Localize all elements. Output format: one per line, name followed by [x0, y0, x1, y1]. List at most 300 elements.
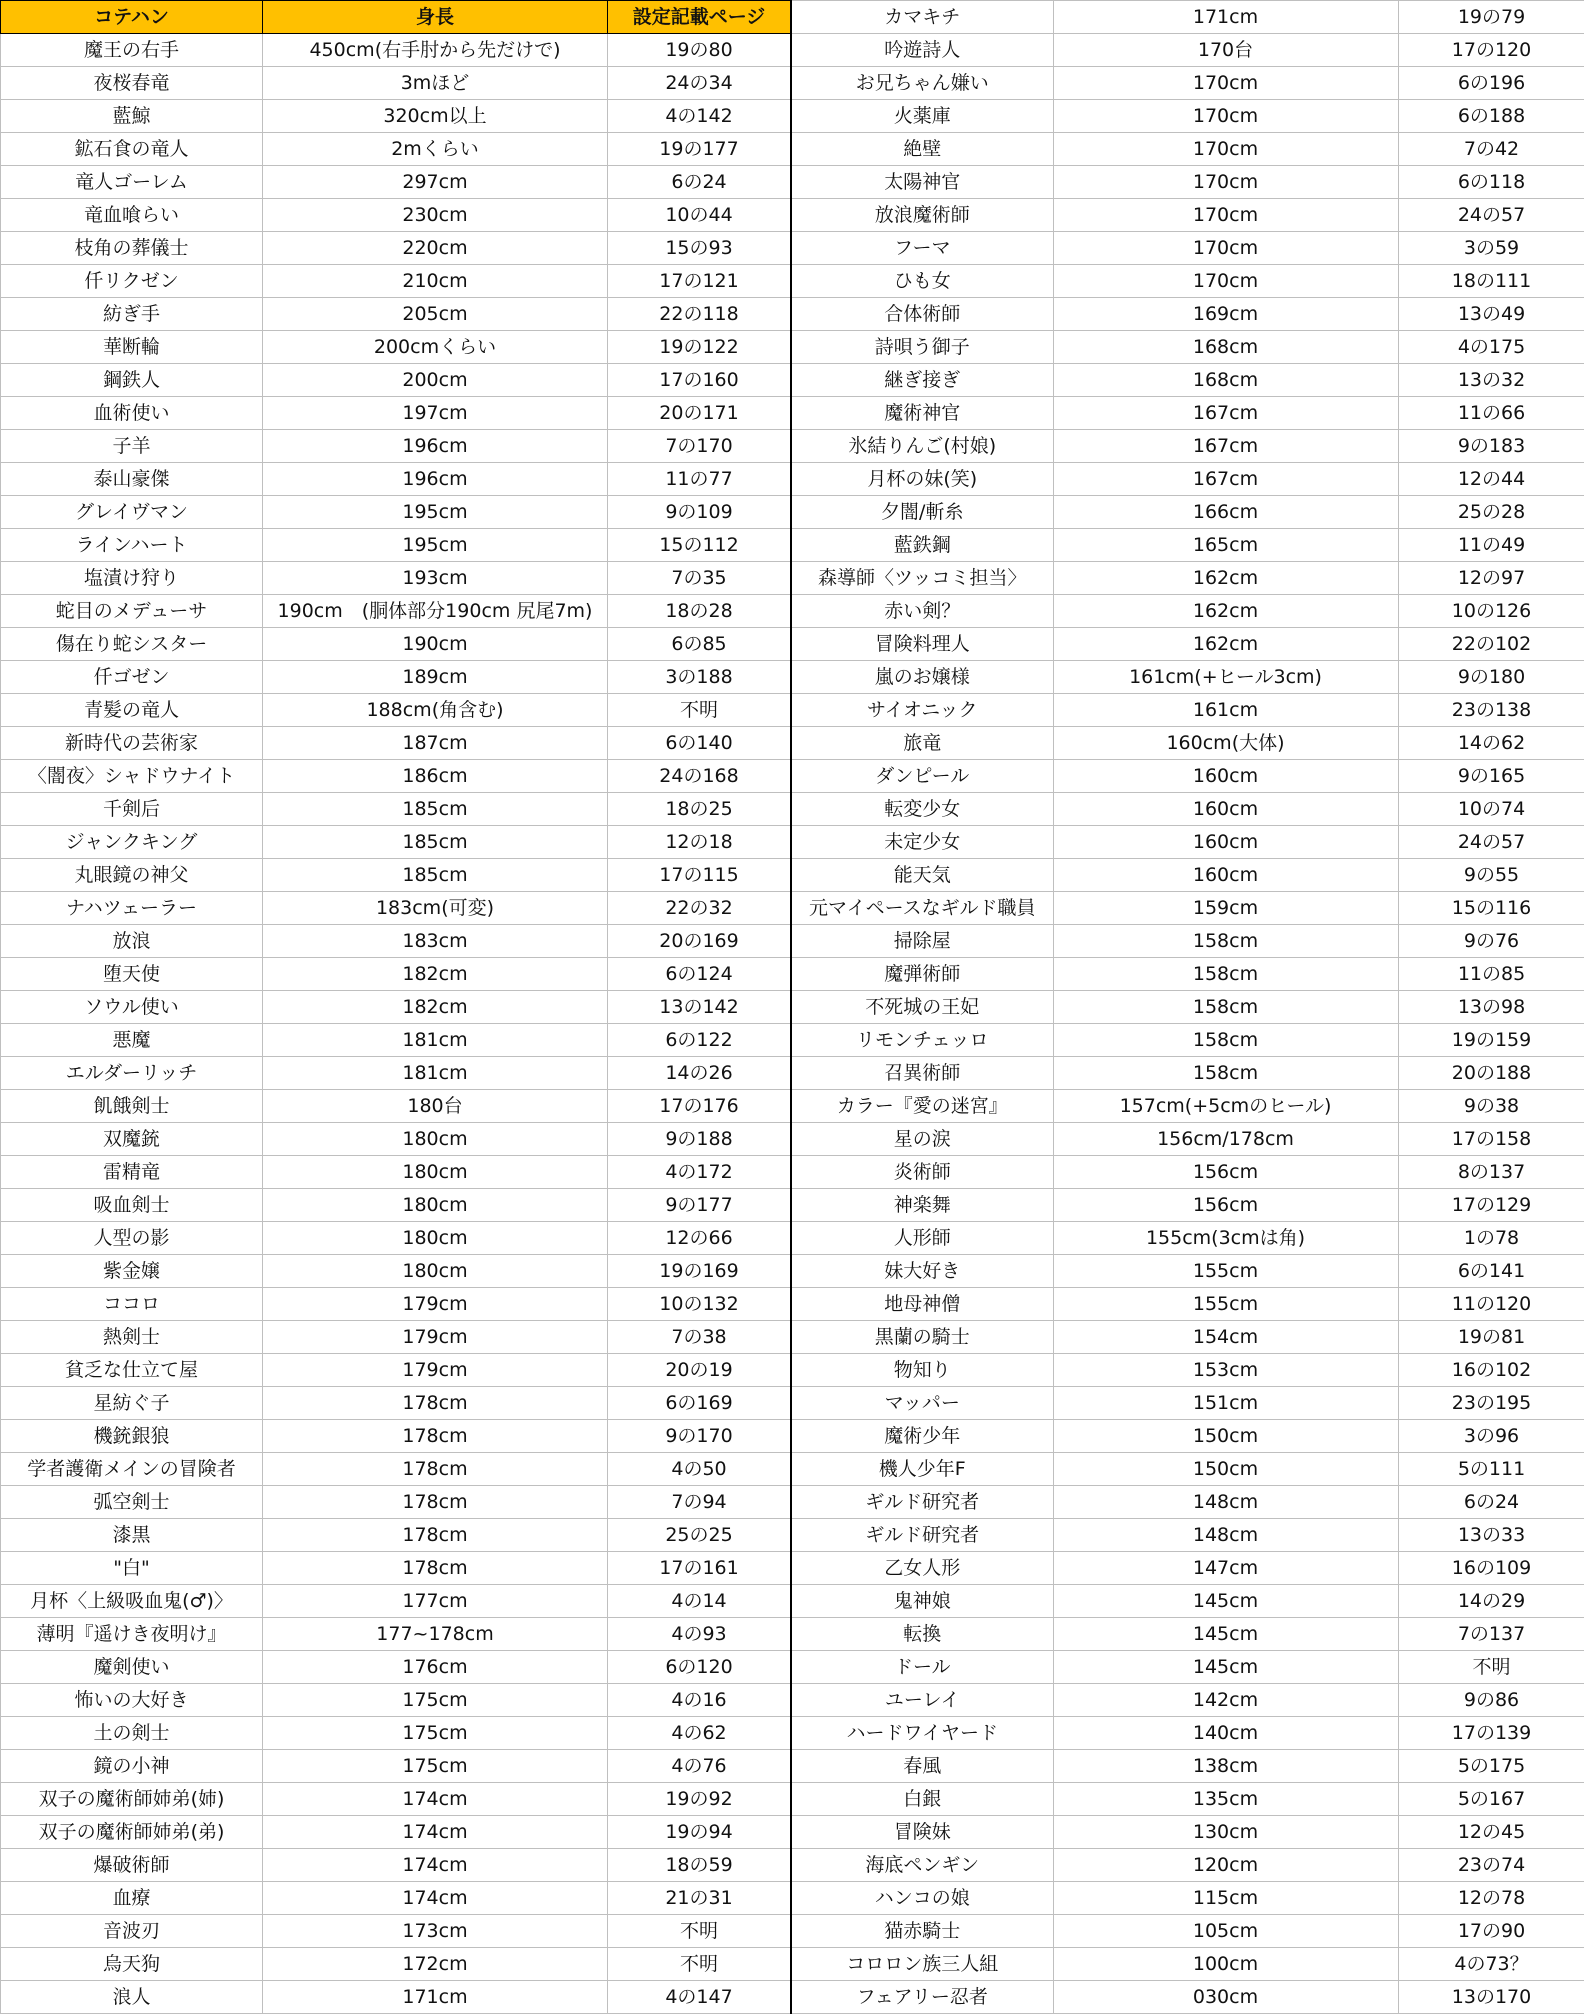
height-cell[interactable]: 170cm — [1053, 100, 1398, 133]
height-cell[interactable]: 100cm — [1053, 1948, 1398, 1981]
page-cell[interactable]: 4の93 — [608, 1618, 791, 1651]
page-cell[interactable]: 7の35 — [608, 562, 791, 595]
page-cell[interactable]: 11の66 — [1398, 397, 1584, 430]
name-cell[interactable]: 放浪 — [1, 925, 263, 958]
height-cell[interactable]: 147cm — [1053, 1552, 1398, 1585]
name-cell[interactable]: 冒険料理人 — [791, 628, 1053, 661]
page-cell[interactable]: 4の142 — [608, 100, 791, 133]
name-cell[interactable]: コロロン族三人組 — [791, 1948, 1053, 1981]
height-cell[interactable]: 162cm — [1053, 562, 1398, 595]
page-cell[interactable]: 3の96 — [1398, 1420, 1584, 1453]
name-cell[interactable]: 華断輪 — [1, 331, 263, 364]
page-cell[interactable]: 3の59 — [1398, 232, 1584, 265]
name-cell[interactable]: 蛇目のメデューサ — [1, 595, 263, 628]
height-cell[interactable]: 175cm — [263, 1684, 608, 1717]
page-cell[interactable]: 4の50 — [608, 1453, 791, 1486]
page-cell[interactable]: 4の175 — [1398, 331, 1584, 364]
page-cell[interactable]: 6の24 — [608, 166, 791, 199]
height-cell[interactable]: 154cm — [1053, 1321, 1398, 1354]
page-cell[interactable]: 19の81 — [1398, 1321, 1584, 1354]
page-cell[interactable]: 11の120 — [1398, 1288, 1584, 1321]
page-cell[interactable]: 15の116 — [1398, 892, 1584, 925]
page-cell[interactable]: 9の76 — [1398, 925, 1584, 958]
page-cell[interactable]: 17の120 — [1398, 34, 1584, 67]
height-cell[interactable]: 179cm — [263, 1354, 608, 1387]
height-cell[interactable]: 170cm — [1053, 232, 1398, 265]
name-cell[interactable]: 乙女人形 — [791, 1552, 1053, 1585]
height-cell[interactable]: 157cm(+5cmのヒール) — [1053, 1090, 1398, 1123]
height-cell[interactable]: 167cm — [1053, 463, 1398, 496]
height-cell[interactable]: 169cm — [1053, 298, 1398, 331]
name-cell[interactable]: 夜桜春竜 — [1, 67, 263, 100]
height-cell[interactable]: 200cmくらい — [263, 331, 608, 364]
name-cell[interactable]: 不死城の王妃 — [791, 991, 1053, 1024]
name-cell[interactable]: カラー『愛の迷宮』 — [791, 1090, 1053, 1123]
page-cell[interactable]: 17の129 — [1398, 1189, 1584, 1222]
page-cell[interactable]: 17の121 — [608, 265, 791, 298]
page-cell[interactable]: 12の66 — [608, 1222, 791, 1255]
page-cell[interactable]: 10の132 — [608, 1288, 791, 1321]
page-cell[interactable]: 9の109 — [608, 496, 791, 529]
height-cell[interactable]: 180cm — [263, 1222, 608, 1255]
page-cell[interactable]: 19の159 — [1398, 1024, 1584, 1057]
height-cell[interactable]: 2mくらい — [263, 133, 608, 166]
page-cell[interactable]: 22の102 — [1398, 628, 1584, 661]
page-cell[interactable]: 18の28 — [608, 595, 791, 628]
page-cell[interactable]: 4の14 — [608, 1585, 791, 1618]
name-cell[interactable]: 土の剣士 — [1, 1717, 263, 1750]
name-cell[interactable]: 学者護衛メインの冒険者 — [1, 1453, 263, 1486]
page-cell[interactable]: 9の55 — [1398, 859, 1584, 892]
page-cell[interactable]: 18の25 — [608, 793, 791, 826]
height-cell[interactable]: 174cm — [263, 1816, 608, 1849]
name-cell[interactable]: 冒険妹 — [791, 1816, 1053, 1849]
name-cell[interactable]: 藍鉄鋼 — [791, 529, 1053, 562]
height-cell[interactable]: 170台 — [1053, 34, 1398, 67]
height-cell[interactable]: 172cm — [263, 1948, 608, 1981]
name-cell[interactable]: 雷精竜 — [1, 1156, 263, 1189]
name-cell[interactable]: 人型の影 — [1, 1222, 263, 1255]
height-cell[interactable]: 178cm — [263, 1420, 608, 1453]
height-cell[interactable]: 171cm — [1053, 1, 1398, 34]
name-cell[interactable]: ココロ — [1, 1288, 263, 1321]
height-cell[interactable]: 160cm(大体) — [1053, 727, 1398, 760]
page-cell[interactable]: 7の42 — [1398, 133, 1584, 166]
name-cell[interactable]: ナハツェーラー — [1, 892, 263, 925]
page-cell[interactable]: 11の77 — [608, 463, 791, 496]
page-cell[interactable]: 20の169 — [608, 925, 791, 958]
name-cell[interactable]: 魔剣使い — [1, 1651, 263, 1684]
name-cell[interactable]: リモンチェッロ — [791, 1024, 1053, 1057]
name-cell[interactable]: エルダーリッチ — [1, 1057, 263, 1090]
page-cell[interactable]: 9の170 — [608, 1420, 791, 1453]
height-cell[interactable]: 167cm — [1053, 397, 1398, 430]
height-cell[interactable]: 197cm — [263, 397, 608, 430]
page-cell[interactable]: 4の147 — [608, 1981, 791, 2014]
name-cell[interactable]: 音波刃 — [1, 1915, 263, 1948]
height-cell[interactable]: 178cm — [263, 1552, 608, 1585]
height-cell[interactable]: 190cm — [263, 628, 608, 661]
name-cell[interactable]: 竜人ゴーレム — [1, 166, 263, 199]
name-cell[interactable]: 〈闇夜〉シャドウナイト — [1, 760, 263, 793]
page-cell[interactable]: 14の62 — [1398, 727, 1584, 760]
page-cell[interactable]: 4の62 — [608, 1717, 791, 1750]
name-cell[interactable]: 炎術師 — [791, 1156, 1053, 1189]
height-cell[interactable]: 181cm — [263, 1057, 608, 1090]
page-cell[interactable]: 9の183 — [1398, 430, 1584, 463]
height-cell[interactable]: 179cm — [263, 1288, 608, 1321]
name-cell[interactable]: ダンピール — [791, 760, 1053, 793]
page-cell[interactable]: 12の44 — [1398, 463, 1584, 496]
name-cell[interactable]: 鉱石食の竜人 — [1, 133, 263, 166]
name-cell[interactable]: ハンコの娘 — [791, 1882, 1053, 1915]
page-cell[interactable]: 17の161 — [608, 1552, 791, 1585]
name-cell[interactable]: 爆破術師 — [1, 1849, 263, 1882]
page-cell[interactable]: 8の137 — [1398, 1156, 1584, 1189]
name-cell[interactable]: 機人少年F — [791, 1453, 1053, 1486]
height-cell[interactable]: 162cm — [1053, 628, 1398, 661]
page-cell[interactable]: 24の57 — [1398, 826, 1584, 859]
height-cell[interactable]: 174cm — [263, 1783, 608, 1816]
name-cell[interactable]: 転換 — [791, 1618, 1053, 1651]
name-cell[interactable]: 合体術師 — [791, 298, 1053, 331]
name-cell[interactable]: 詩唄う御子 — [791, 331, 1053, 364]
name-cell[interactable]: 漆黒 — [1, 1519, 263, 1552]
name-cell[interactable]: 妹大好き — [791, 1255, 1053, 1288]
height-cell[interactable]: 170cm — [1053, 265, 1398, 298]
name-cell[interactable]: 仟リクゼン — [1, 265, 263, 298]
page-cell[interactable]: 19の92 — [608, 1783, 791, 1816]
page-cell[interactable]: 5の167 — [1398, 1783, 1584, 1816]
page-cell[interactable]: 13の32 — [1398, 364, 1584, 397]
name-cell[interactable]: 傷在り蛇シスター — [1, 628, 263, 661]
page-cell[interactable]: 16の102 — [1398, 1354, 1584, 1387]
page-cell[interactable]: 6の124 — [608, 958, 791, 991]
page-cell[interactable]: 12の97 — [1398, 562, 1584, 595]
height-cell[interactable]: 148cm — [1053, 1486, 1398, 1519]
height-cell[interactable]: 175cm — [263, 1717, 608, 1750]
page-cell[interactable]: 13の33 — [1398, 1519, 1584, 1552]
height-cell[interactable]: 220cm — [263, 232, 608, 265]
height-cell[interactable]: 205cm — [263, 298, 608, 331]
height-cell[interactable]: 145cm — [1053, 1651, 1398, 1684]
name-cell[interactable]: 仟ゴゼン — [1, 661, 263, 694]
name-cell[interactable]: 血術使い — [1, 397, 263, 430]
page-cell[interactable]: 12の78 — [1398, 1882, 1584, 1915]
name-cell[interactable]: 堕天使 — [1, 958, 263, 991]
page-cell[interactable]: 18の59 — [608, 1849, 791, 1882]
page-cell[interactable]: 13の170 — [1398, 1981, 1584, 2014]
height-cell[interactable]: 180cm — [263, 1255, 608, 1288]
page-cell[interactable]: 25の28 — [1398, 496, 1584, 529]
page-cell[interactable]: 4の16 — [608, 1684, 791, 1717]
name-cell[interactable]: 枝角の葬儀士 — [1, 232, 263, 265]
page-cell[interactable]: 13の98 — [1398, 991, 1584, 1024]
name-cell[interactable]: 千剣后 — [1, 793, 263, 826]
height-cell[interactable]: 174cm — [263, 1849, 608, 1882]
page-cell[interactable]: 18の111 — [1398, 265, 1584, 298]
name-cell[interactable]: 黒蘭の騎士 — [791, 1321, 1053, 1354]
height-cell[interactable]: 188cm(角含む) — [263, 694, 608, 727]
height-cell[interactable]: 180cm — [263, 1189, 608, 1222]
name-cell[interactable]: ドール — [791, 1651, 1053, 1684]
name-cell[interactable]: マッパー — [791, 1387, 1053, 1420]
name-cell[interactable]: 火薬庫 — [791, 100, 1053, 133]
height-cell[interactable]: 210cm — [263, 265, 608, 298]
height-cell[interactable]: 174cm — [263, 1882, 608, 1915]
page-cell[interactable]: 16の109 — [1398, 1552, 1584, 1585]
name-cell[interactable]: 吸血剣士 — [1, 1189, 263, 1222]
height-cell[interactable]: 168cm — [1053, 364, 1398, 397]
height-cell[interactable]: 170cm — [1053, 67, 1398, 100]
height-cell[interactable]: 200cm — [263, 364, 608, 397]
page-cell[interactable]: 19の122 — [608, 331, 791, 364]
page-cell[interactable]: 7の94 — [608, 1486, 791, 1519]
height-cell[interactable]: 105cm — [1053, 1915, 1398, 1948]
height-cell[interactable]: 150cm — [1053, 1453, 1398, 1486]
name-cell[interactable]: 鏡の小神 — [1, 1750, 263, 1783]
page-cell[interactable]: 17の139 — [1398, 1717, 1584, 1750]
height-cell[interactable]: 182cm — [263, 958, 608, 991]
page-cell[interactable]: 20の188 — [1398, 1057, 1584, 1090]
name-cell[interactable]: 青髪の竜人 — [1, 694, 263, 727]
name-cell[interactable]: ハードワイヤード — [791, 1717, 1053, 1750]
page-cell[interactable]: 7の137 — [1398, 1618, 1584, 1651]
page-cell[interactable]: 9の38 — [1398, 1090, 1584, 1123]
height-cell[interactable]: 156cm/178cm — [1053, 1123, 1398, 1156]
name-cell[interactable]: フーマ — [791, 232, 1053, 265]
height-cell[interactable]: 3mほど — [263, 67, 608, 100]
height-cell[interactable]: 160cm — [1053, 859, 1398, 892]
page-cell[interactable]: 20の19 — [608, 1354, 791, 1387]
name-cell[interactable]: 血療 — [1, 1882, 263, 1915]
height-cell[interactable]: 180cm — [263, 1156, 608, 1189]
page-cell[interactable]: 9の180 — [1398, 661, 1584, 694]
name-cell[interactable]: 旅竜 — [791, 727, 1053, 760]
page-cell[interactable]: 11の85 — [1398, 958, 1584, 991]
name-cell[interactable]: 氷結りんご(村娘) — [791, 430, 1053, 463]
height-cell[interactable]: 196cm — [263, 463, 608, 496]
height-cell[interactable]: 297cm — [263, 166, 608, 199]
page-cell[interactable]: 21の31 — [608, 1882, 791, 1915]
page-cell[interactable]: 9の86 — [1398, 1684, 1584, 1717]
height-cell[interactable]: 190cm (胴体部分190cm 尻尾7m) — [263, 595, 608, 628]
name-cell[interactable]: 継ぎ接ぎ — [791, 364, 1053, 397]
page-cell[interactable]: 5の111 — [1398, 1453, 1584, 1486]
name-cell[interactable]: ラインハート — [1, 529, 263, 562]
page-cell[interactable]: 5の175 — [1398, 1750, 1584, 1783]
name-cell[interactable]: 烏天狗 — [1, 1948, 263, 1981]
page-cell[interactable]: 17の90 — [1398, 1915, 1584, 1948]
height-cell[interactable]: 159cm — [1053, 892, 1398, 925]
height-cell[interactable]: 182cm — [263, 991, 608, 1024]
name-cell[interactable]: 弧空剣士 — [1, 1486, 263, 1519]
name-cell[interactable]: 春風 — [791, 1750, 1053, 1783]
name-cell[interactable]: 元マイペースなギルド職員 — [791, 892, 1053, 925]
height-cell[interactable]: 185cm — [263, 826, 608, 859]
height-cell[interactable]: 150cm — [1053, 1420, 1398, 1453]
name-cell[interactable]: 子羊 — [1, 430, 263, 463]
page-cell[interactable]: 6の141 — [1398, 1255, 1584, 1288]
height-cell[interactable]: 185cm — [263, 859, 608, 892]
height-cell[interactable]: 160cm — [1053, 826, 1398, 859]
name-cell[interactable]: 絶壁 — [791, 133, 1053, 166]
height-cell[interactable]: 156cm — [1053, 1156, 1398, 1189]
page-cell[interactable]: 24の168 — [608, 760, 791, 793]
name-cell[interactable]: お兄ちゃん嫌い — [791, 67, 1053, 100]
header-name[interactable]: コテハン — [1, 1, 263, 34]
name-cell[interactable]: 月杯〈上級吸血鬼(♂)〉 — [1, 1585, 263, 1618]
height-cell[interactable]: 180台 — [263, 1090, 608, 1123]
height-cell[interactable]: 162cm — [1053, 595, 1398, 628]
page-cell[interactable]: 不明 — [1398, 1651, 1584, 1684]
page-cell[interactable]: 10の44 — [608, 199, 791, 232]
page-cell[interactable]: 17の158 — [1398, 1123, 1584, 1156]
page-cell[interactable]: 22の32 — [608, 892, 791, 925]
height-cell[interactable]: 135cm — [1053, 1783, 1398, 1816]
name-cell[interactable]: 嵐のお嬢様 — [791, 661, 1053, 694]
page-cell[interactable]: 23の195 — [1398, 1387, 1584, 1420]
page-cell[interactable]: 6の120 — [608, 1651, 791, 1684]
name-cell[interactable]: 紡ぎ手 — [1, 298, 263, 331]
page-cell[interactable]: 24の34 — [608, 67, 791, 100]
height-cell[interactable]: 145cm — [1053, 1585, 1398, 1618]
name-cell[interactable]: 能天気 — [791, 859, 1053, 892]
page-cell[interactable]: 13の49 — [1398, 298, 1584, 331]
height-cell[interactable]: 145cm — [1053, 1618, 1398, 1651]
height-cell[interactable]: 196cm — [263, 430, 608, 463]
page-cell[interactable]: 4の73？ — [1398, 1948, 1584, 1981]
height-cell[interactable]: 230cm — [263, 199, 608, 232]
name-cell[interactable]: 吟遊詩人 — [791, 34, 1053, 67]
name-cell[interactable]: ギルド研究者 — [791, 1519, 1053, 1552]
name-cell[interactable]: 紫金嬢 — [1, 1255, 263, 1288]
page-cell[interactable]: 10の126 — [1398, 595, 1584, 628]
page-cell[interactable]: 22の118 — [608, 298, 791, 331]
page-cell[interactable]: 6の140 — [608, 727, 791, 760]
page-cell[interactable]: 不明 — [608, 694, 791, 727]
name-cell[interactable]: 放浪魔術師 — [791, 199, 1053, 232]
page-cell[interactable]: 6の85 — [608, 628, 791, 661]
name-cell[interactable]: 悪魔 — [1, 1024, 263, 1057]
height-cell[interactable]: 187cm — [263, 727, 608, 760]
page-cell[interactable]: 17の160 — [608, 364, 791, 397]
name-cell[interactable]: 貧乏な仕立て屋 — [1, 1354, 263, 1387]
page-cell[interactable]: 19の94 — [608, 1816, 791, 1849]
name-cell[interactable]: 浪人 — [1, 1981, 263, 2014]
page-cell[interactable]: 6の196 — [1398, 67, 1584, 100]
height-cell[interactable]: 160cm — [1053, 760, 1398, 793]
page-cell[interactable]: 7の38 — [608, 1321, 791, 1354]
name-cell[interactable]: 掃除屋 — [791, 925, 1053, 958]
page-cell[interactable]: 19の80 — [608, 34, 791, 67]
height-cell[interactable]: 155cm — [1053, 1255, 1398, 1288]
name-cell[interactable]: 鋼鉄人 — [1, 364, 263, 397]
name-cell[interactable]: 魔術少年 — [791, 1420, 1053, 1453]
height-cell[interactable]: 175cm — [263, 1750, 608, 1783]
page-cell[interactable]: 不明 — [608, 1915, 791, 1948]
height-cell[interactable]: 180cm — [263, 1123, 608, 1156]
name-cell[interactable]: 双子の魔術師姉弟(姉) — [1, 1783, 263, 1816]
page-cell[interactable]: 17の176 — [608, 1090, 791, 1123]
height-cell[interactable]: 120cm — [1053, 1849, 1398, 1882]
height-cell[interactable]: 183cm — [263, 925, 608, 958]
height-cell[interactable]: 195cm — [263, 529, 608, 562]
height-cell[interactable]: 171cm — [263, 1981, 608, 2014]
name-cell[interactable]: 猫赤騎士 — [791, 1915, 1053, 1948]
height-cell[interactable]: 450cm(右手肘から先だけで) — [263, 34, 608, 67]
height-cell[interactable]: 158cm — [1053, 958, 1398, 991]
page-cell[interactable]: 14の29 — [1398, 1585, 1584, 1618]
height-cell[interactable]: 186cm — [263, 760, 608, 793]
name-cell[interactable]: ソウル使い — [1, 991, 263, 1024]
page-cell[interactable]: 6の24 — [1398, 1486, 1584, 1519]
height-cell[interactable]: 170cm — [1053, 199, 1398, 232]
name-cell[interactable]: 熱剣士 — [1, 1321, 263, 1354]
page-cell[interactable]: 15の112 — [608, 529, 791, 562]
name-cell[interactable]: 夕闇/斬糸 — [791, 496, 1053, 529]
name-cell[interactable]: フェアリー忍者 — [791, 1981, 1053, 2014]
page-cell[interactable]: 9の177 — [608, 1189, 791, 1222]
height-cell[interactable]: 155cm — [1053, 1288, 1398, 1321]
page-cell[interactable]: 9の165 — [1398, 760, 1584, 793]
name-cell[interactable]: 太陽神官 — [791, 166, 1053, 199]
name-cell[interactable]: 人形師 — [791, 1222, 1053, 1255]
name-cell[interactable]: 双子の魔術師姉弟(弟) — [1, 1816, 263, 1849]
height-cell[interactable]: 165cm — [1053, 529, 1398, 562]
name-cell[interactable]: 双魔銃 — [1, 1123, 263, 1156]
page-cell[interactable]: 15の93 — [608, 232, 791, 265]
page-cell[interactable]: 3の188 — [608, 661, 791, 694]
name-cell[interactable]: 海底ペンギン — [791, 1849, 1053, 1882]
height-cell[interactable]: 161cm(+ヒール3cm) — [1053, 661, 1398, 694]
name-cell[interactable]: カマキチ — [791, 1, 1053, 34]
page-cell[interactable]: 19の177 — [608, 133, 791, 166]
name-cell[interactable]: 月杯の妹(笑) — [791, 463, 1053, 496]
page-cell[interactable]: 24の57 — [1398, 199, 1584, 232]
height-cell[interactable]: 168cm — [1053, 331, 1398, 364]
page-cell[interactable]: 12の18 — [608, 826, 791, 859]
page-cell[interactable]: 1の78 — [1398, 1222, 1584, 1255]
height-cell[interactable]: 170cm — [1053, 166, 1398, 199]
height-cell[interactable]: 178cm — [263, 1387, 608, 1420]
height-cell[interactable]: 142cm — [1053, 1684, 1398, 1717]
height-cell[interactable]: 176cm — [263, 1651, 608, 1684]
name-cell[interactable]: ギルド研究者 — [791, 1486, 1053, 1519]
name-cell[interactable]: 飢餓剣士 — [1, 1090, 263, 1123]
height-cell[interactable]: 179cm — [263, 1321, 608, 1354]
height-cell[interactable]: 177~178cm — [263, 1618, 608, 1651]
page-cell[interactable]: 4の76 — [608, 1750, 791, 1783]
page-cell[interactable]: 13の142 — [608, 991, 791, 1024]
height-cell[interactable]: 183cm(可変) — [263, 892, 608, 925]
height-cell[interactable]: 178cm — [263, 1519, 608, 1552]
name-cell[interactable]: 未定少女 — [791, 826, 1053, 859]
name-cell[interactable]: 鬼神娘 — [791, 1585, 1053, 1618]
height-cell[interactable]: 153cm — [1053, 1354, 1398, 1387]
name-cell[interactable]: 魔術神官 — [791, 397, 1053, 430]
name-cell[interactable]: ジャンクキング — [1, 826, 263, 859]
height-cell[interactable]: 160cm — [1053, 793, 1398, 826]
page-cell[interactable]: 23の138 — [1398, 694, 1584, 727]
name-cell[interactable]: 竜血喰らい — [1, 199, 263, 232]
header-height[interactable]: 身長 — [263, 1, 608, 34]
name-cell[interactable]: 藍鯨 — [1, 100, 263, 133]
height-cell[interactable]: 195cm — [263, 496, 608, 529]
height-cell[interactable]: 130cm — [1053, 1816, 1398, 1849]
page-cell[interactable]: 6の169 — [608, 1387, 791, 1420]
name-cell[interactable]: サイオニック — [791, 694, 1053, 727]
